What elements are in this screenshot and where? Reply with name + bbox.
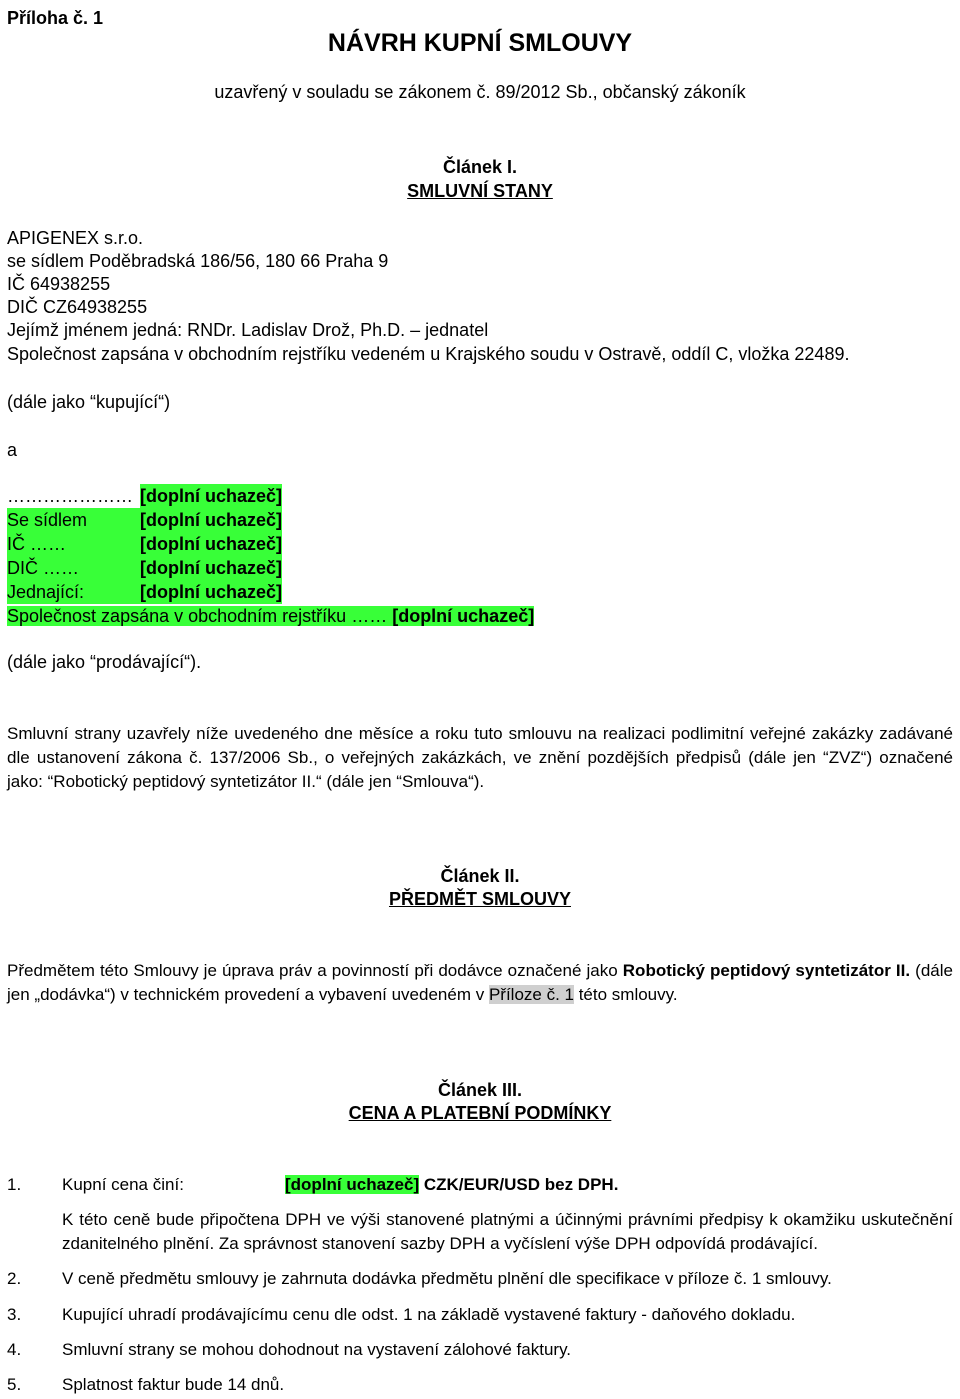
price-value <box>285 1173 618 1197</box>
buyer-dic: DIČ CZ64938255 <box>7 297 148 317</box>
intro-paragraph: Smluvní strany uzavřely níže uvedeného dne měsíce a roku tuto smlouvu na realizaci podlimitní veřejné zakázky zadávané dle ustanovení zákona č. 137/2006 Sb., o veřejných zakázkách, ve znění pozdějších předpisů (dále jen “ZVZ“) označené jako: “Robotický peptidový syntetizátor II.“ (dále jen “Smlouva“). <box>7 724 953 791</box>
list-item-number: 1. <box>7 1175 22 1194</box>
price-label: Kupní cena činí: <box>62 1175 184 1194</box>
seller-field-value: [doplní uchazeč] <box>140 486 283 506</box>
list-item-number: 4. <box>7 1340 22 1359</box>
annex-reference: Příloze č. 1 <box>488 985 574 1004</box>
article-3-title: CENA A PLATEBNÍ PODMÍNKY <box>348 1103 612 1123</box>
seller-field-label: DIČ …… <box>7 556 140 580</box>
price-placeholder: [doplní uchazeč] <box>285 1175 420 1194</box>
seller-field-value: [doplní uchazeč] <box>140 534 283 554</box>
seller-field-value: [doplní uchazeč] <box>140 582 283 602</box>
list-item-text: Smluvní strany se mohou dohodnout na vystavení zálohové faktury. <box>62 1340 572 1359</box>
seller-registry <box>7 604 534 628</box>
article-2-subject: Robotický peptidový syntetizátor II. <box>622 961 911 980</box>
seller-registry-value: [doplní uchazeč] <box>392 606 535 626</box>
seller-field-value: [doplní uchazeč] <box>140 558 283 578</box>
article-2-heading: Článek II. <box>440 866 520 886</box>
article-1-title: SMLUVNÍ STANY <box>407 181 553 201</box>
list-item-text: Kupující uhradí prodávajícímu cenu dle odst. 1 na základě vystavené faktury - daňového dokladu. <box>62 1305 796 1324</box>
price-note: K této ceně bude připočtena DPH ve výši stanovené platnými a účinnými právními předpisy k okamžiku uskutečnění zdanitelného plnění. Za správnost stanovení sazby DPH a vyčíslení výše DPH odpovídá prodávající. <box>62 1210 953 1253</box>
buyer-role: (dále jako “kupující“) <box>7 392 171 412</box>
list-item-text: Splatnost faktur bude 14 dnů. <box>62 1375 285 1394</box>
seller-field-label: ………………… <box>7 486 133 506</box>
article-3-heading: Článek III. <box>437 1080 523 1100</box>
buyer-address: se sídlem Poděbradská 186/56, 180 66 Praha 9 <box>7 251 389 271</box>
buyer-registry: Společnost zapsána v obchodním rejstříku vedeném u Krajského soudu v Ostravě, oddíl C, vložka 22489. <box>7 344 850 364</box>
list-item-number: 2. <box>7 1269 22 1288</box>
article-2-title: PŘEDMĚT SMLOUVY <box>388 889 571 909</box>
seller-field-label: IČ …… <box>7 532 140 556</box>
price-currency: CZK/EUR/USD bez DPH. <box>419 1175 619 1194</box>
list-item-number: 3. <box>7 1305 22 1324</box>
article-1-heading: Článek I. <box>442 157 518 177</box>
document-subtitle: uzavřený v souladu se zákonem č. 89/2012 Sb., občanský zákoník <box>214 82 746 102</box>
article-2-text: (dále jen „dodávka“) v technickém provedení a vybavení uvedeném v <box>7 961 953 1004</box>
conjunction: a <box>7 440 18 460</box>
seller-registry-label: Společnost zapsána v obchodním rejstříku …… <box>7 606 393 626</box>
attachment-label: Příloha č. 1 <box>7 8 104 28</box>
list-item-text: V ceně předmětu smlouvy je zahrnuta dodávka předmětu plnění dle specifikace v příloze č. 1 smlouvy. <box>62 1269 832 1288</box>
buyer-ic: IČ 64938255 <box>7 274 111 294</box>
buyer-representative: Jejímž jménem jedná: RNDr. Ladislav Drož, Ph.D. – jednatel <box>7 320 489 340</box>
article-2-text: Předmětem této Smlouvy je úprava práv a povinností při dodávce označené jako <box>7 961 623 980</box>
seller-field-label: Jednající: <box>7 580 140 604</box>
seller-field-label: Se sídlem <box>7 508 140 532</box>
seller-field-value: [doplní uchazeč] <box>140 510 283 530</box>
seller-role: (dále jako “prodávající“). <box>7 652 202 672</box>
article-2-text: této smlouvy. <box>573 985 678 1004</box>
document-title: NÁVRH KUPNÍ SMLOUVY <box>327 29 633 57</box>
list-item-number: 5. <box>7 1375 22 1394</box>
buyer-name: APIGENEX s.r.o. <box>7 228 144 248</box>
article-2-paragraph <box>7 959 953 1007</box>
